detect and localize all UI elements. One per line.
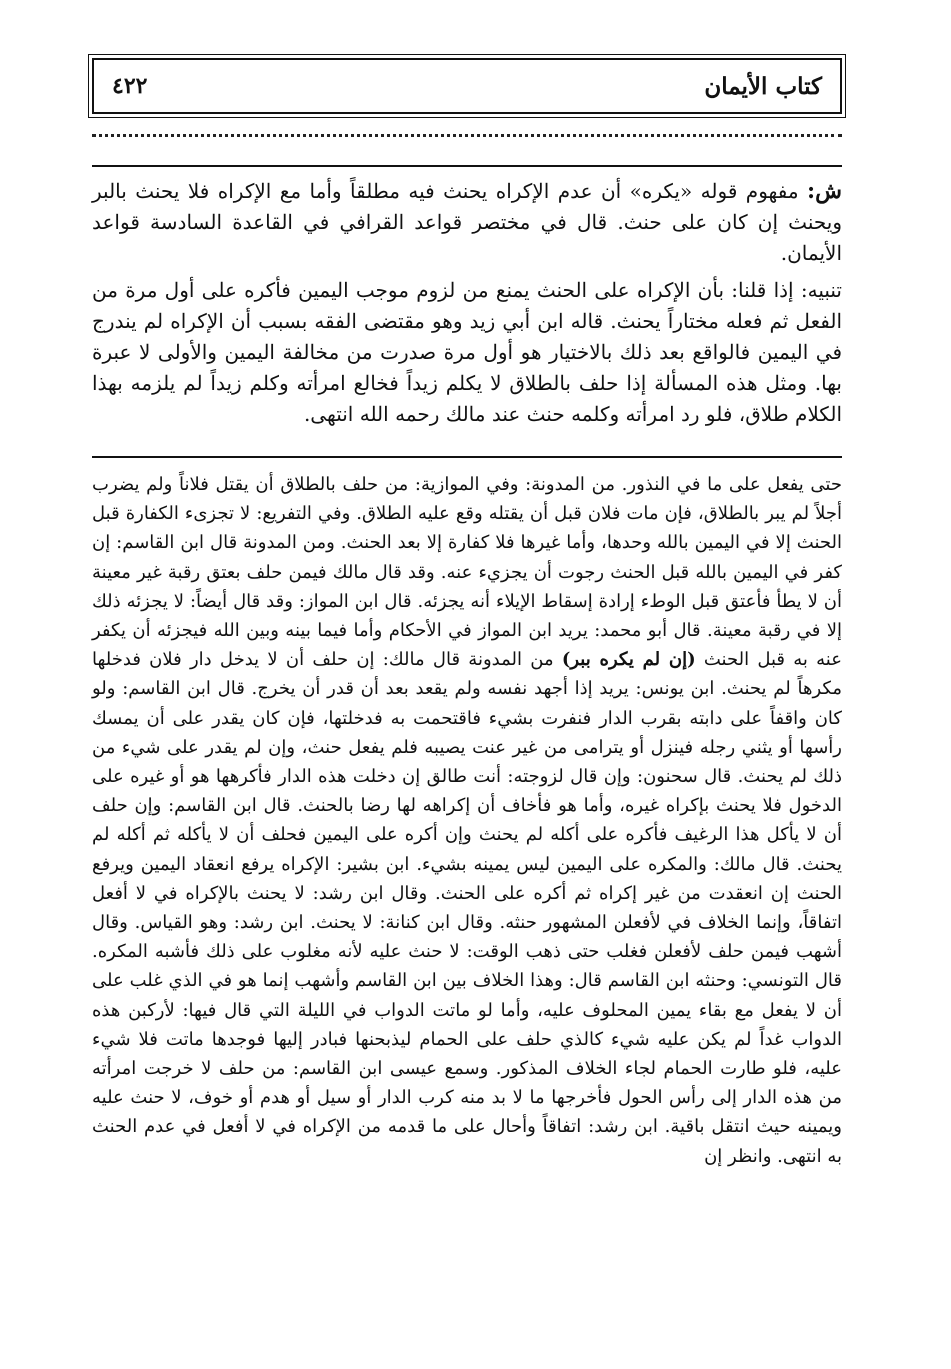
commentary-divider: [92, 456, 842, 458]
commentary-bold-phrase: (إن لم يكره ببر): [561, 649, 696, 671]
top-divider: [92, 165, 842, 167]
sheen-label: ش:: [807, 178, 842, 204]
running-title: كتاب الأيمان: [704, 72, 822, 100]
main-paragraph-1: [92, 176, 842, 269]
page-header: [92, 58, 842, 114]
main-text-block: [92, 176, 842, 430]
commentary-part-1: حتى يفعل على ما في النذور. من المدونة: وفي الموازية: من حلف بالطلاق أن يقتل فلاناً ولم يضرب أجلاً لم يبر بالطلاق، فإن مات فلان قبل أن يقتله وقع عليه الطلاق. وفي التفريع: لا تجزىء الكفارة قبل الحنث إلا في اليمين بالله وحدها، وأما غيرها فلا كفارة إلا بعد الحنث. ومن المدونة قال ابن القاسم: إن كفر في اليمين بالله قبل الحنث رجوت أن يجزيء عنه. وقد قال مالك فيمن حلف بعتق رقبة غير معينة أن لا يطأ فأعتق قبل الوطء إرادة إسقاط الإيلاء أنه يجزئه. قال ابن المواز: وقد قال أيضاً: لا يجزئه ذلك إلا في رقبة معينة. قال أبو محمد: يريد ابن المواز في الأحكام وأما فيما بينه وبين الله فيجزئه أن يكفر عنه به قبل الحنث: [92, 474, 842, 671]
main-paragraph-1-text: مفهوم قوله «يكره» أن عدم الإكراه يحنث فيه مطلقاً وأما مع الإكراه فلا يحنث بالبر ويحنث إن كان على حنث. قال في مختصر قواعد القرافي في القاعدة السادسة قواعد الأيمان.: [92, 179, 842, 265]
commentary-paragraph: [92, 470, 842, 1171]
dotted-divider: [92, 134, 842, 137]
page-number: ٤٢٢: [112, 73, 148, 99]
commentary-block: [92, 470, 842, 1171]
commentary-part-2: من المدونة قال مالك: إن حلف أن لا يدخل دار فلان فدخلها مكرهاً لم يحنث. ابن يونس: يريد إذا أجهد نفسه ولم يقعد بعد أن قدر أن يخرج. قال ابن القاسم: ولو كان واقفاً على دابته بقرب الدار فنفرت بشيء فاقتحمت به فدخلتها، فإن كان يقدر على أن يمسك رأسها أو يثني رجله فينزل أو يترامى من غير عنت يصيبه فلم يفعل حنث، وإن لم يقدر على شيء من ذلك لم يحنث. قال سحنون: وإن قال لزوجته: أنت طالق إن دخلت هذه الدار فأكرهها هو أو غيره على الدخول فلا يحنث بإكراه غيره، وأما هو فأخاف أن إكراهه لها رضا بالحنث. قال ابن القاسم: وإن حلف أن لا يأكل هذا الرغيف فأكره على أكله لم يحنث وإن أكره على اليمين فحلف أن لا يأكله ثم أكله لم يحنث. قال مالك: والمكره على اليمين ليس يمينه بشيء. ابن بشير: الإكراه يرفع انعقاد اليمين ويرفع الحنث إن انعقدت من غير إكراه ثم أكره على الحنث. وقال ابن رشد: لا يحنث بالإكراه في لا أفعل اتفاقاً، وإنما الخلاف في لأفعلن المشهور حنثه. وقال ابن كنانة: لا يحنث. ابن رشد: وهو القياس. وقال أشهب فيمن حلف لأفعلن فغلب حتى ذهب الوقت: لا حنث عليه لأنه مغلوب على ذلك فأشبه المكره. قال التونسي: وحنثه ابن القاسم قال: وهذا الخلاف بين ابن القاسم وأشهب إنما هو في الذي غلب على أن لا يفعل مع بقاء يمين المحلوف عليه، وأما لو ماتت الدواب في الليلة التي قال فيها: لأركبن هذه الدواب غداً لم يكن عليه شيء كالذي حلف على الحمام ليذبحنها فبادر إليها فوجدها ماتت فلا شيء عليه، فلو طارت الحمام لجاء الخلاف المذكور. وسمع عيسى ابن القاسم: من حلف لا خرجت امرأته من هذه الدار إلى رأس الحول فأخرجها ما لا بد منه كرب الدار أو سيل أو هدم أو خوف، لا حنث عليه ويمينه حيث انتقل باقية. ابن رشد: اتفاقاً وأحال على ما قدمه من الإكراه في لا أفعل في عدم الحنث به انتهى. وانظر إن: [92, 649, 843, 1167]
main-paragraph-2: تنبيه: إذا قلنا: بأن الإكراه على الحنث يمنع من لزوم موجب اليمين فأكره على أول مرة من الفعل ثم فعله مختاراً يحنث. قاله ابن أبي زيد وهو مقتضى الفقه بسبب أن الإكراه لم يندرج في اليمين فالواقع بعد ذلك بالاختيار هو أول مرة صدرت من مخالفة اليمين والأولى لا عبرة بها. ومثل هذه المسألة إذا حلف بالطلاق لا يكلم زيداً فخالع امرأته وكلم زيداً لم يلزمه بهذا الكلام طلاق، فلو رد امرأته وكلمه حنث عند مالك رحمه الله انتهى.: [92, 278, 842, 426]
